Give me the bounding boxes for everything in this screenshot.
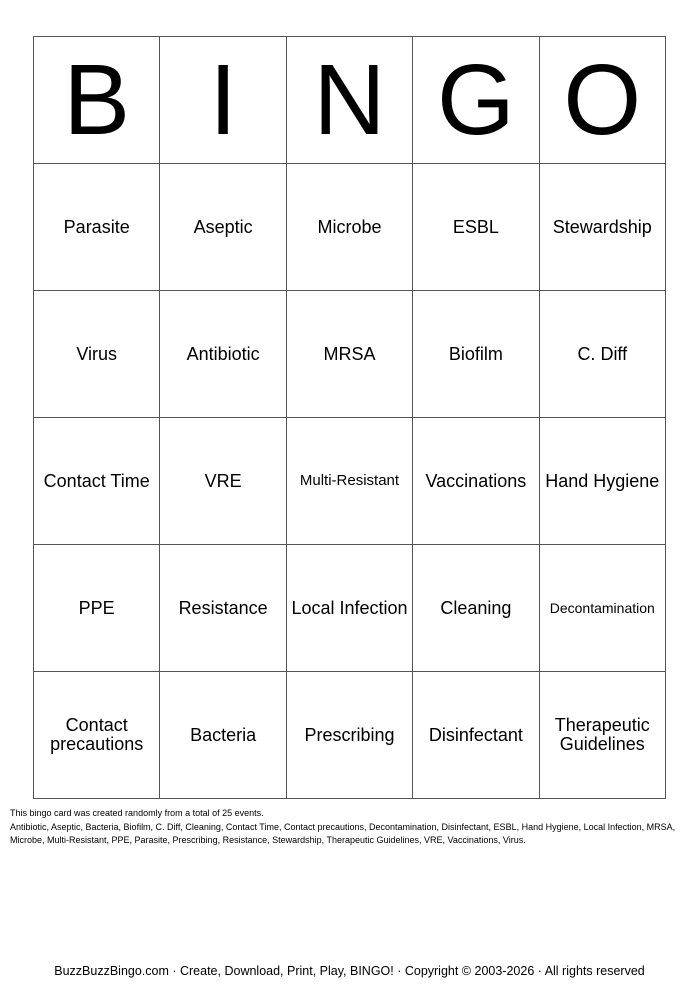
bingo-cell[interactable]: VRE: [160, 418, 286, 545]
bingo-cell[interactable]: Therapeutic Guidelines: [539, 672, 665, 799]
bingo-cell[interactable]: Contact precautions: [34, 672, 160, 799]
bingo-cell[interactable]: Cleaning: [413, 545, 539, 672]
bingo-cell[interactable]: Antibiotic: [160, 291, 286, 418]
header-letter-g: G: [413, 37, 539, 164]
bingo-cell[interactable]: Decontamination: [539, 545, 665, 672]
bingo-cell[interactable]: Prescribing: [286, 672, 412, 799]
footer-copyright: BuzzBuzzBingo.com · Create, Download, Print, Play, BINGO! · Copyright © 2003-2026 · All rights reserved: [54, 964, 645, 978]
bingo-cell[interactable]: MRSA: [286, 291, 412, 418]
event-list: Antibiotic, Aseptic, Bacteria, Biofilm, C. Diff, Cleaning, Contact Time, Contact precautions, Decontamination, Disinfectant, ESBL, Hand Hygiene, Local Infection, MRSA, Microbe, Multi-Resistant, PPE, Parasite, Prescribing, Resistance, Stewardship, Therapeutic Guidelines, VRE, Vaccinations, Virus.: [10, 821, 676, 845]
bingo-cell[interactable]: Local Infection: [286, 545, 412, 672]
header-letter-b: B: [34, 37, 160, 164]
bingo-card: [33, 36, 666, 799]
header-letter-n: N: [286, 37, 412, 164]
bingo-cell[interactable]: Disinfectant: [413, 672, 539, 799]
bingo-cell[interactable]: Contact Time: [34, 418, 160, 545]
bingo-cell[interactable]: Parasite: [34, 164, 160, 291]
bingo-header-row: [34, 37, 666, 164]
header-letter-i: I: [160, 37, 286, 164]
bingo-cell[interactable]: ESBL: [413, 164, 539, 291]
bingo-cell[interactable]: Aseptic: [160, 164, 286, 291]
bingo-cell[interactable]: Virus: [34, 291, 160, 418]
bingo-cell[interactable]: C. Diff: [539, 291, 665, 418]
bingo-cell[interactable]: Resistance: [160, 545, 286, 672]
bingo-row: [34, 164, 666, 291]
bingo-cell[interactable]: Vaccinations: [413, 418, 539, 545]
bingo-row: [34, 545, 666, 672]
bingo-cell[interactable]: Hand Hygiene: [539, 418, 665, 545]
card-info-note: [10, 807, 690, 848]
bingo-cell[interactable]: Multi-Resistant: [286, 418, 412, 545]
card-info-line: This bingo card was created randomly from a total of 25 events.: [10, 808, 264, 818]
bingo-cell[interactable]: Microbe: [286, 164, 412, 291]
bingo-cell[interactable]: Bacteria: [160, 672, 286, 799]
header-letter-o: O: [539, 37, 665, 164]
bingo-cell[interactable]: Biofilm: [413, 291, 539, 418]
bingo-cell[interactable]: Stewardship: [539, 164, 665, 291]
bingo-row: [34, 672, 666, 799]
bingo-row: [34, 291, 666, 418]
bingo-cell[interactable]: PPE: [34, 545, 160, 672]
bingo-row: [34, 418, 666, 545]
